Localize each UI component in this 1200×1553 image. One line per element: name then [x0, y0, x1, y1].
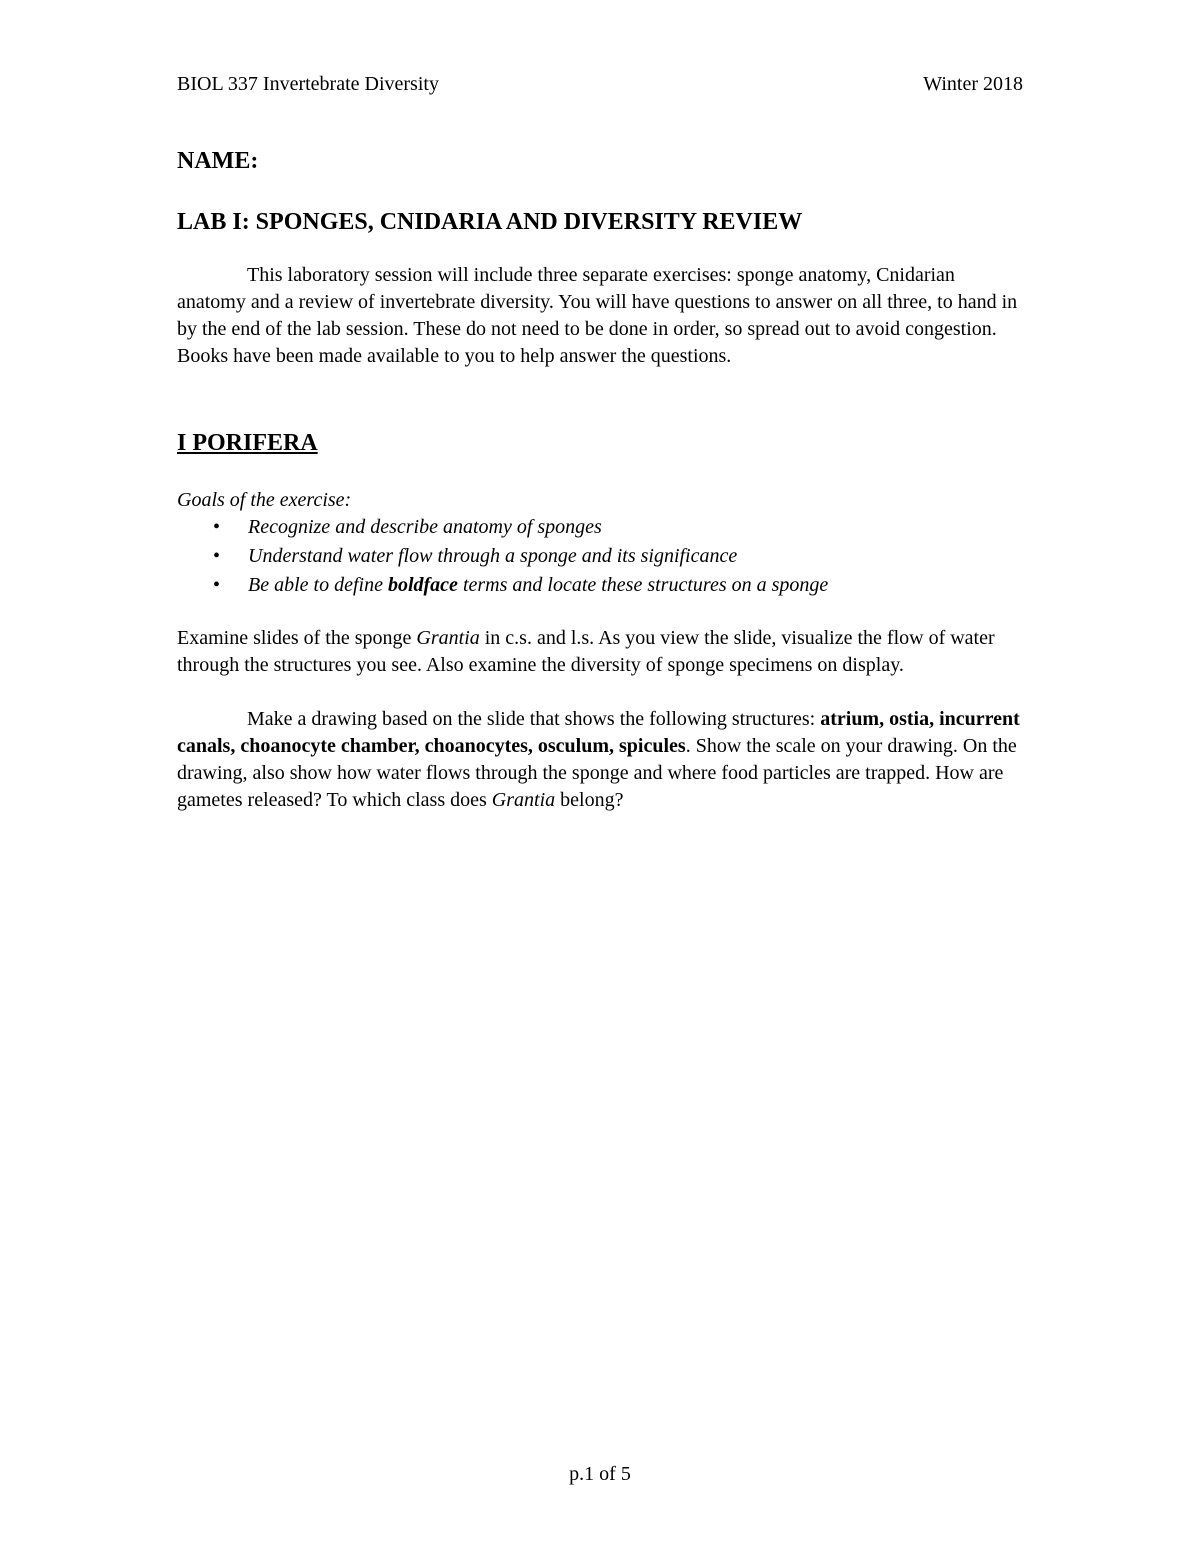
goal-boldface-term: boldface: [387, 574, 458, 596]
goal-text: Recognize and describe anatomy of sponges: [248, 516, 602, 538]
intro-paragraph: This laboratory session will include three separate exercises: sponge anatomy, Cnidarian anatomy and a review of invertebrate diversity. You will have questions to answer on all three, to hand in by the end of the lab session. These do not need to be done in order, so spread out to avoid congestion. Books have been made available to you to help answer the questions.: [177, 264, 1018, 367]
page-header: [177, 70, 1023, 98]
genus-name: Grantia: [416, 627, 480, 649]
para-text: belong?: [555, 789, 624, 811]
para-text: . Show the scale on your drawing. On the drawing, also show how water flows through the sponge and where food particles are trapped. How are gametes released? To which class does: [177, 735, 1017, 811]
para-text: Examine slides of the sponge: [177, 627, 417, 649]
lab-title: LAB I: SPONGES, CNIDARIA AND DIVERSITY REVIEW: [177, 209, 803, 235]
goals-label: Goals of the exercise:: [177, 489, 352, 511]
bullet-icon: •: [213, 574, 221, 596]
bullet-icon: •: [213, 516, 221, 538]
genus-name: Grantia: [491, 789, 556, 811]
goal-text: terms and locate these structures on a sponge: [457, 574, 829, 596]
structure-terms: atrium, ostia, incurrent canals, choanocyte chamber, choanocytes, osculum, spicules: [177, 708, 1020, 757]
goal-text: Be able to define: [248, 574, 388, 596]
name-label: NAME:: [177, 148, 259, 174]
bullet-icon: •: [213, 545, 221, 567]
para-text: in c.s. and l.s. As you view the slide, visualize the flow of water through the structures you see. Also examine the diversity of sponge specimens on display.: [177, 627, 995, 676]
term-label: Winter 2018: [923, 73, 1023, 95]
course-title: BIOL 337 Invertebrate Diversity: [177, 73, 439, 95]
goal-item: [177, 513, 1023, 542]
para-text: Make a drawing based on the slide that shows the following structures:: [247, 708, 821, 730]
section-title-porifera: I PORIFERA: [177, 430, 318, 456]
drawing-paragraph: [177, 706, 1023, 814]
examine-paragraph: [177, 625, 1023, 679]
goal-text: Understand water flow through a sponge and its significance: [248, 545, 738, 567]
goal-item: [177, 571, 1023, 600]
goals-list: [177, 513, 1023, 600]
goal-item: [177, 542, 1023, 571]
page-number: p.1 of 5: [569, 1463, 631, 1485]
